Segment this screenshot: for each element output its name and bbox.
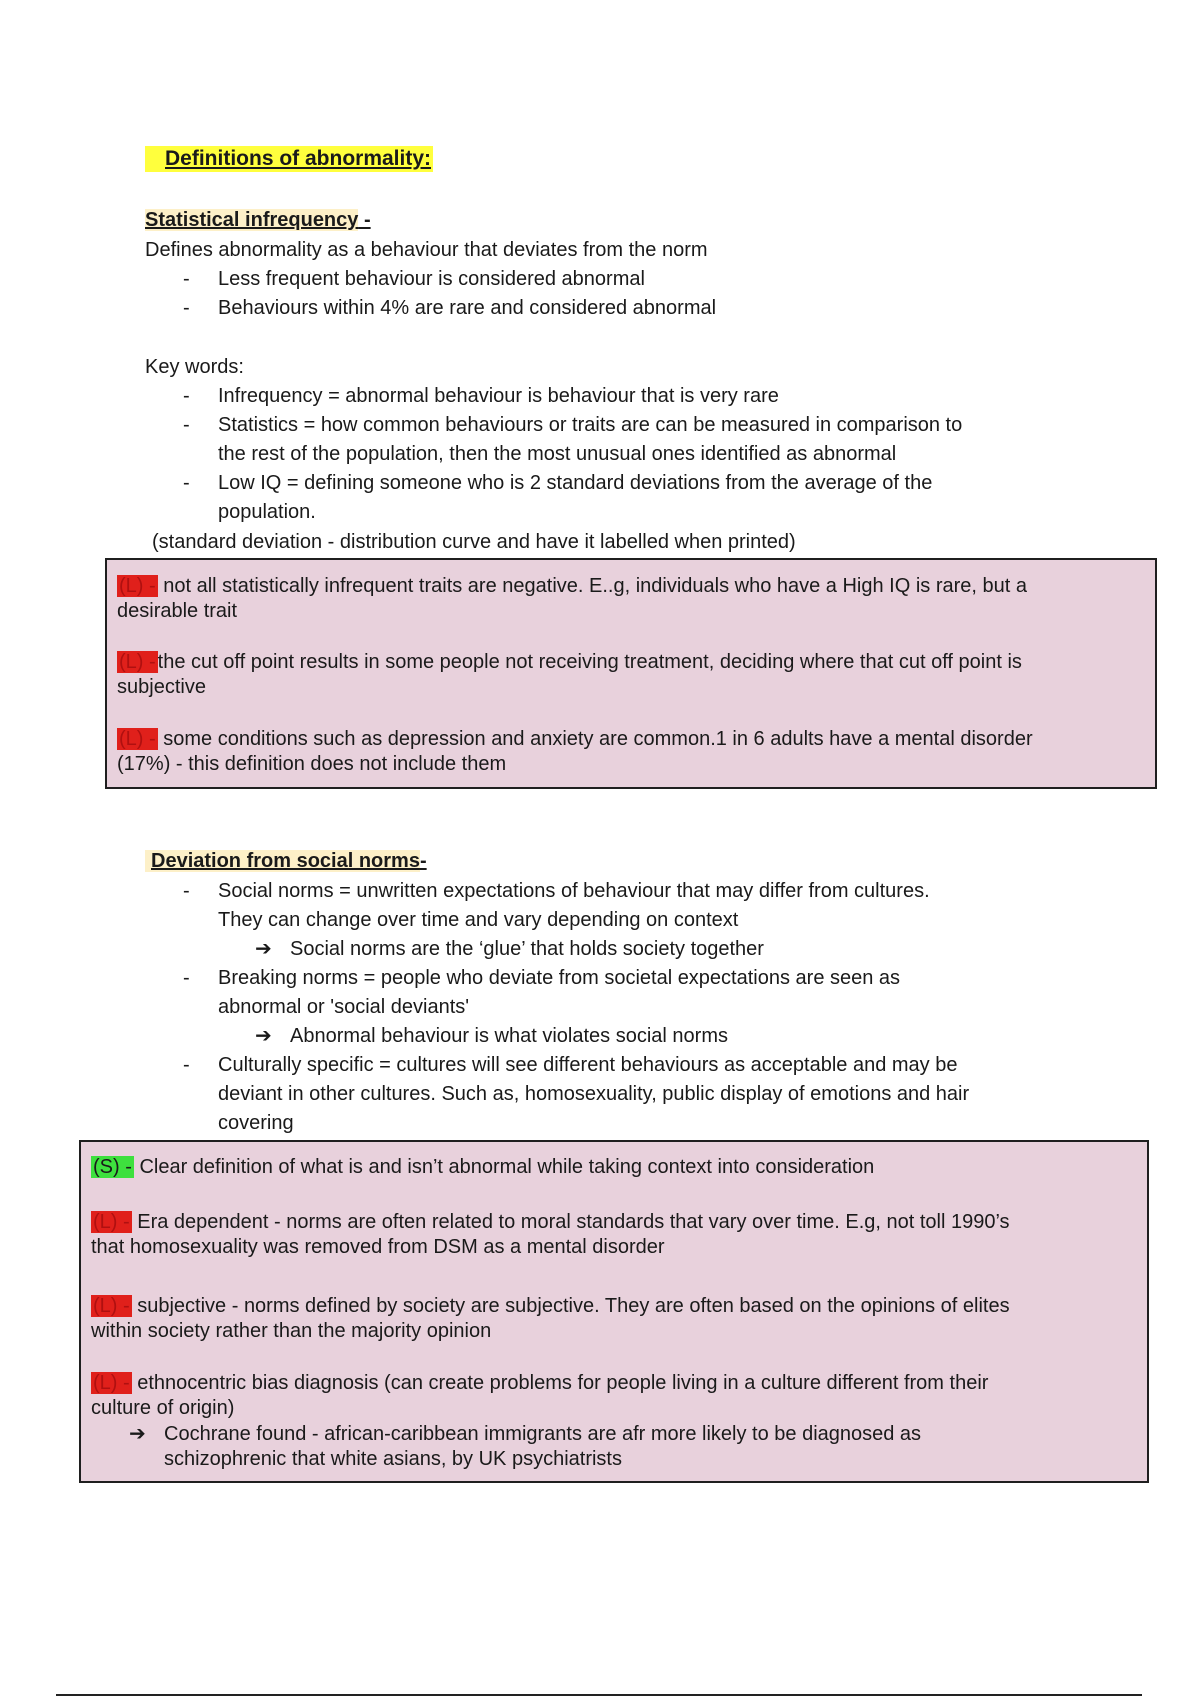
evaluation-line: Clear definition of what is and isn’t abnormal while taking context into consideration — [133, 1156, 875, 1178]
evaluation-point — [91, 1155, 1137, 1180]
evaluation-line: culture of origin) — [91, 1397, 235, 1419]
evaluation-line: the cut off point results in some people not receiving treatment, deciding where that cut off point is — [157, 651, 1022, 673]
strength-tag: (S) - — [93, 1156, 132, 1178]
limitation-tag: (L) - — [119, 651, 156, 673]
footer-divider — [56, 1694, 1142, 1696]
arrow-right-icon: ➔ — [129, 1423, 146, 1445]
section-heading-suffix: - — [419, 850, 427, 872]
definition-text: Defines abnormality as a behaviour that deviates from the norm — [145, 239, 708, 261]
evidence-line: schizophrenic that white asians, by UK psychiatrists — [164, 1448, 622, 1470]
list-item-text: covering — [218, 1112, 294, 1134]
evaluation-line: not all statistically infrequent traits are negative. E..g, individuals who have a High IQ is rare, but a — [157, 575, 1028, 597]
evaluation-box-statistical — [105, 558, 1157, 789]
list-item-text: Infrequency = abnormal behaviour is behaviour that is very rare — [218, 385, 779, 407]
section-heading-statistical — [145, 208, 371, 232]
section-heading-social-norms — [145, 849, 427, 873]
limitation-tag: (L) - — [93, 1211, 130, 1233]
evidence-item — [129, 1422, 922, 1472]
list-item-text: deviant in other cultures. Such as, homosexuality, public display of emotions and hair — [218, 1083, 970, 1105]
list-item-text: They can change over time and vary depending on context — [218, 909, 739, 931]
limitation-tag: (L) - — [93, 1372, 130, 1394]
evidence-line: Cochrane found - african-caribbean immigrants are afr more likely to be diagnosed as — [164, 1423, 922, 1445]
list-item-text: population. — [218, 501, 316, 523]
bullet-dash: - — [183, 967, 190, 989]
evaluation-line: within society rather than the majority opinion — [91, 1320, 492, 1342]
list-item-text: abnormal or 'social deviants' — [218, 996, 470, 1018]
evaluation-point — [91, 1371, 1137, 1421]
evaluation-line: (17%) - this definition does not include them — [117, 753, 507, 775]
list-item-text: Social norms = unwritten expectations of behaviour that may differ from cultures. — [218, 880, 930, 902]
section-heading-text: Deviation from social norms — [145, 850, 420, 872]
evaluation-point — [117, 574, 1145, 624]
evaluation-line: that homosexuality was removed from DSM as a mental disorder — [91, 1236, 665, 1258]
bullet-dash: - — [183, 385, 190, 407]
bullet-dash: - — [183, 414, 190, 436]
evaluation-point — [117, 650, 1145, 700]
list-item-text: Low IQ = defining someone who is 2 standard deviations from the average of the — [218, 472, 933, 494]
evaluation-line: desirable trait — [117, 600, 238, 622]
evaluation-point — [117, 727, 1145, 777]
evaluation-box-social-norms — [79, 1140, 1149, 1483]
evaluation-line: some conditions such as depression and anxiety are common.1 in 6 adults have a mental disorder — [157, 728, 1033, 750]
evaluation-line: subjective - norms defined by society are subjective. They are often based on the opinions of elites — [131, 1295, 1010, 1317]
bullet-dash: - — [183, 880, 190, 902]
evaluation-line: ethnocentric bias diagnosis (can create problems for people living in a culture different from their — [131, 1372, 989, 1394]
bullet-dash: - — [183, 268, 190, 290]
page-title: Definitions of abnormality: — [145, 146, 433, 172]
bullet-dash: - — [183, 297, 190, 319]
evaluation-line: Era dependent - norms are often related to moral standards that vary over time. E.g, not toll 1990’s — [131, 1211, 1010, 1233]
arrow-right-icon: ➔ — [255, 1025, 272, 1047]
section-heading-suffix: - — [358, 209, 371, 231]
list-item-text: the rest of the population, then the most unusual ones identified as abnormal — [218, 443, 897, 465]
arrow-right-icon: ➔ — [255, 938, 272, 960]
limitation-tag: (L) - — [119, 728, 156, 750]
evaluation-point — [91, 1210, 1137, 1260]
section-heading-text: Statistical infrequency — [145, 209, 359, 231]
limitation-tag: (L) - — [119, 575, 156, 597]
bullet-dash: - — [183, 1054, 190, 1076]
evaluation-line: subjective — [117, 676, 206, 698]
list-item-text: Breaking norms = people who deviate from societal expectations are seen as — [218, 967, 901, 989]
list-item-text: Behaviours within 4% are rare and considered abnormal — [218, 297, 717, 319]
bullet-dash: - — [183, 472, 190, 494]
list-item-text: Abnormal behaviour is what violates social norms — [290, 1025, 728, 1047]
list-item-text: Statistics = how common behaviours or traits are can be measured in comparison to — [218, 414, 963, 436]
evaluation-point — [91, 1294, 1137, 1344]
list-item-text: Less frequent behaviour is considered abnormal — [218, 268, 645, 290]
list-item-text: Social norms are the ‘glue’ that holds society together — [290, 938, 764, 960]
keywords-label: Key words: — [145, 356, 244, 378]
note-text: (standard deviation - distribution curve and have it labelled when printed) — [152, 531, 796, 553]
limitation-tag: (L) - — [93, 1295, 130, 1317]
list-item-text: Culturally specific = cultures will see different behaviours as acceptable and may be — [218, 1054, 958, 1076]
